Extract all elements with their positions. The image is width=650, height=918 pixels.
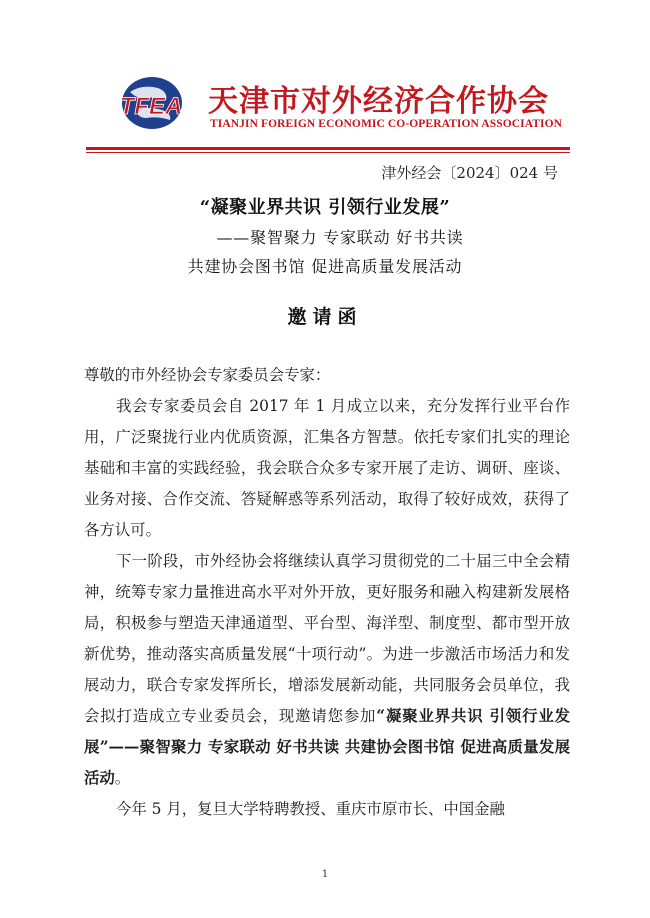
page-number: 1 xyxy=(321,869,329,880)
letterhead-rule-thick xyxy=(86,147,570,150)
paragraph-2-end: 。 xyxy=(114,769,131,787)
paragraph-3: 今年 5 月，复旦大学特聘教授、重庆市原市长、中国金融 xyxy=(116,800,505,818)
activity-name-bold: “凝聚业界共识 引领行业发展”——聚智聚力 专家联动 好书共读 共建协会图书馆 促进高质量发展活动 xyxy=(84,707,570,787)
org-name-cn: 天津市对外经济合作协会 xyxy=(208,84,549,119)
salutation: 尊敬的市外经协会专家委员会专家： xyxy=(84,366,331,384)
letter-body xyxy=(84,360,570,825)
title-line-2: ——聚智聚力 专家联动 好书共读 xyxy=(216,228,464,247)
tfea-logo xyxy=(108,74,194,132)
letterhead-rule-thin xyxy=(86,152,570,153)
letterhead xyxy=(108,70,578,136)
title-line-1: “凝聚业界共识 引领行业发展” xyxy=(199,197,451,218)
org-name-en: TIANJIN FOREIGN ECONOMIC CO-OPERATION ASSOCIATION xyxy=(210,118,563,130)
paragraph-1: 我会专家委员会自 2017 年 1 月成立以来，充分发挥行业平台作用，广泛聚拢行业内优质资源，汇集各方智慧。依托专家们扎实的理论基础和丰富的实践经验，我会联合众多专家开展了走访、调研、座谈、业务对接、合作交流、答疑解惑等系列活动，取得了较好成效，获得了各方认可。 xyxy=(84,397,570,539)
logo-lettering: TFEA xyxy=(119,93,183,120)
paragraph-2-text: 下一阶段，市外经协会将继续认真学习贯彻党的二十届三中全会精神，统筹专家力量推进高水平对外开放，更好服务和融入构建新发展格局，积极参与塑造天津通道型、平台型、海洋型、制度型、都市型开放新优势，推动落实高质量发展“十项行动”。为进一步激活市场活力和发展动力，联合专家发挥所长，增添发展新动能，共同服务会员单位，我会拟打造成立专业委员会，现邀请您参加 xyxy=(84,552,570,725)
document-number: 津外经会〔2024〕024 号 xyxy=(381,164,558,182)
letter-heading: 邀请函 xyxy=(287,306,363,328)
title-line-3: 共建协会图书馆 促进高质量发展活动 xyxy=(187,257,463,276)
paragraph-2 xyxy=(84,546,570,794)
